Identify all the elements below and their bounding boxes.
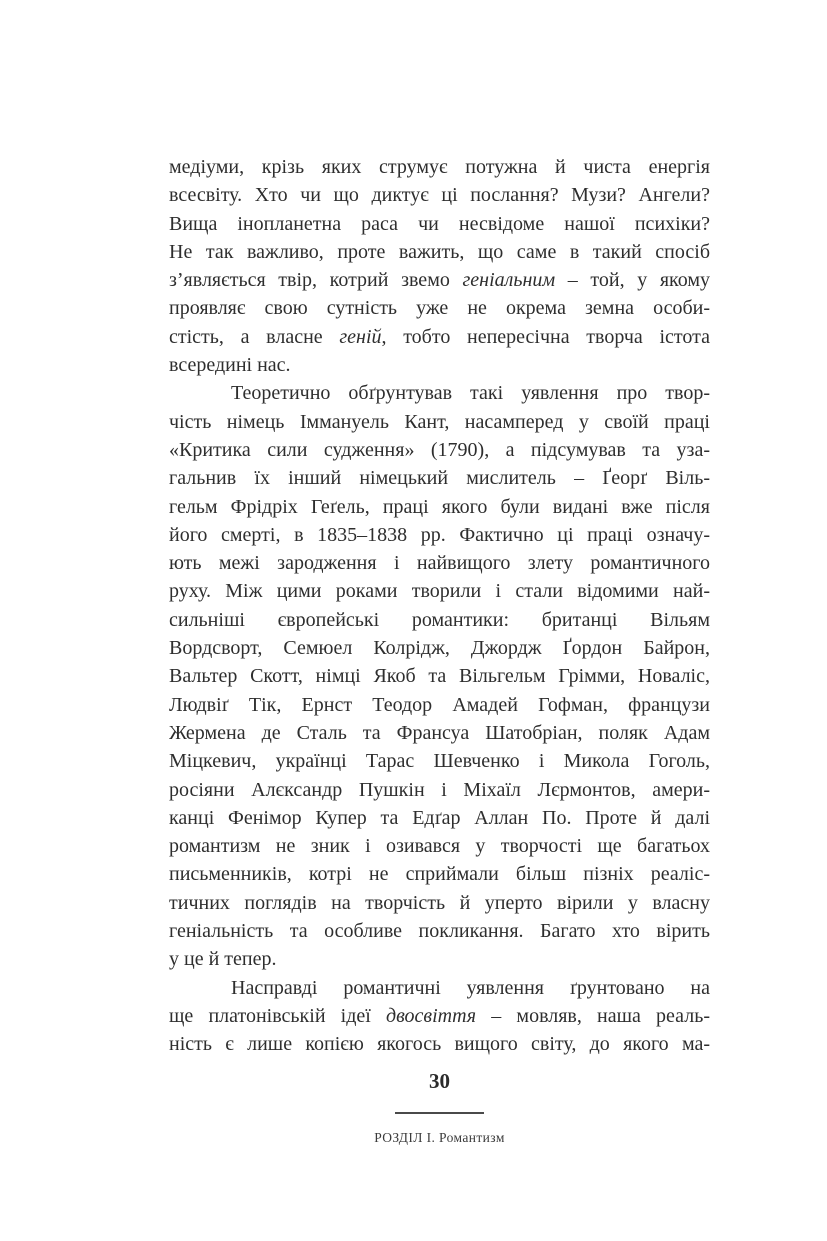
text-line	[169, 493, 710, 521]
text-line	[169, 917, 710, 945]
text-segment: чість німець Іммануель Кант, насамперед у своїй праці	[169, 410, 710, 433]
text-segment: гельм Фрідріх Геґель, праці якого були видані вже після	[169, 495, 710, 518]
text-segment: Вища інопланетна раса чи несвідоме нашої психіки?	[169, 212, 710, 235]
text-line	[169, 606, 710, 634]
text-segment: з’являється твір, котрий звемо	[169, 269, 463, 292]
text-segment: всередині нас.	[169, 354, 291, 377]
text-segment: – мовляв, наша реаль-	[476, 1004, 710, 1027]
text-line	[169, 266, 710, 294]
text-line	[169, 436, 710, 464]
text-line	[169, 181, 710, 209]
text-line	[169, 889, 710, 917]
text-segment: тичних поглядів на творчість й уперто вірили у власну	[169, 891, 710, 914]
text-line	[169, 323, 710, 351]
page-footer	[169, 1070, 710, 1146]
text-line	[169, 294, 710, 322]
text-line	[169, 776, 710, 804]
text-segment: канці Фенімор Купер та Едґар Аллан По. Проте й далі	[169, 806, 710, 829]
text-segment: Міцкевич, українці Тарас Шевченко і Микола Гоголь,	[169, 750, 710, 773]
text-line	[169, 153, 710, 181]
text-line	[169, 974, 710, 1002]
text-segment: Насправді романтичні уявлення ґрунтовано на	[231, 976, 710, 999]
text-segment: геніальність та особливе покликання. Багато хто вірить	[169, 920, 710, 943]
text-line	[169, 238, 710, 266]
text-line	[169, 521, 710, 549]
text-segment: його смерті, в 1835–1838 рр. Фактично ці праці означу-	[169, 523, 710, 546]
text-segment: Не так важливо, проте важить, що саме в такий спосіб	[169, 240, 710, 263]
text-line	[169, 860, 710, 888]
paragraph	[169, 379, 710, 973]
paragraph	[169, 153, 710, 379]
footer-divider	[395, 1112, 484, 1114]
text-line	[169, 1002, 710, 1030]
text-segment: Вальтер Скотт, німці Якоб та Вільгельм Грімми, Новаліс,	[169, 665, 710, 688]
text-line	[169, 408, 710, 436]
text-line	[169, 549, 710, 577]
italic-term: геніальним	[462, 269, 556, 292]
text-line	[169, 464, 710, 492]
chapter-footer: РОЗДІЛ І. Романтизм	[374, 1129, 505, 1145]
text-segment: всесвіту. Хто чи що диктує ці послання? Музи? Ангели?	[169, 184, 710, 207]
text-segment: ність є лише копією якогось вищого світу, до якого ма-	[169, 1033, 710, 1056]
text-segment: ють межі зародження і найвищого злету романтичного	[169, 552, 710, 575]
text-segment: Жермена де Сталь та Франсуа Шатобріан, поляк Адам	[169, 721, 710, 744]
text-segment: , тобто непересічна творча істота	[381, 325, 710, 348]
text-line	[169, 662, 710, 690]
page-number: 30	[429, 1069, 450, 1093]
text-line	[169, 210, 710, 238]
text-line	[169, 747, 710, 775]
paragraph	[169, 974, 710, 1059]
text-segment: проявляє свою сутність уже не окрема земна особи-	[169, 297, 710, 320]
text-segment: «Критика сили судження» (1790), а підсумував та уза-	[169, 438, 710, 461]
text-line	[169, 351, 710, 379]
text-segment: романтизм не зник і озивався у творчості ще багатьох	[169, 835, 710, 858]
text-segment: ще платонівській ідеї	[169, 1004, 387, 1027]
body-text	[169, 153, 710, 1059]
text-line	[169, 634, 710, 662]
text-segment: гальнив їх інший німецький мислитель – Ґеорґ Віль-	[169, 467, 710, 490]
text-segment: у це й тепер.	[169, 948, 277, 971]
text-line	[169, 832, 710, 860]
text-line	[169, 691, 710, 719]
text-segment: Людвіґ Тік, Ернст Теодор Амадей Гофман, французи	[169, 693, 710, 716]
text-line	[169, 379, 710, 407]
text-segment: медіуми, крізь яких струмує потужна й чиста енергія	[169, 156, 710, 178]
text-segment: сильніші європейські романтики: британці Вільям	[169, 608, 710, 631]
text-segment: стість, а власне	[169, 325, 340, 348]
text-line	[169, 1030, 710, 1058]
text-line	[169, 945, 710, 973]
text-segment: руху. Між цими роками творили і стали відомими най-	[169, 580, 710, 603]
text-line	[169, 719, 710, 747]
text-segment: – той, у якому	[555, 269, 710, 292]
italic-term: двосвіття	[386, 1004, 477, 1027]
text-line	[169, 804, 710, 832]
text-segment: Теоретично обґрунтував такі уявлення про твор-	[231, 382, 710, 405]
text-segment: письменників, котрі не сприймали більш пізніх реаліс-	[169, 863, 710, 886]
text-line	[169, 577, 710, 605]
text-segment: Вордсворт, Семюел Колрідж, Джордж Ґордон Байрон,	[169, 637, 710, 660]
text-segment: росіяни Алєксандр Пушкін і Міхаїл Лєрмонтов, амери-	[169, 778, 710, 801]
italic-term: геній	[339, 325, 382, 348]
